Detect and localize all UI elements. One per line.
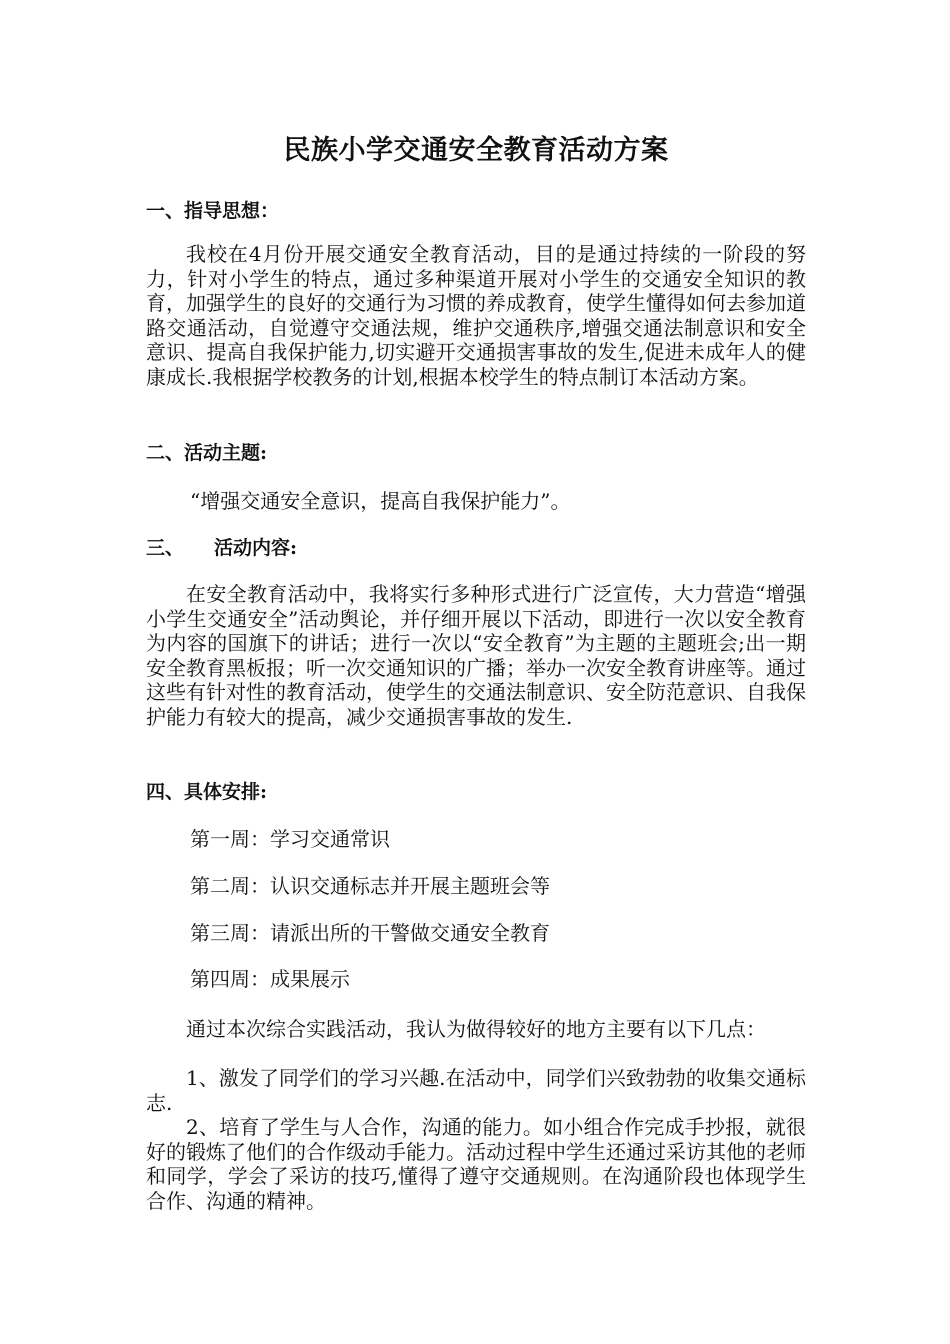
section-heading-schedule: 四、具体安排: <box>146 781 268 803</box>
schedule-week-2: 第二周：认识交通标志并开展主题班会等 <box>190 874 550 898</box>
section-heading-content <box>146 535 297 561</box>
section-heading-guiding-thought: 一、指导思想： <box>146 200 280 222</box>
summary-point-1: 1、激发了同学们的学习兴趣.在活动中，同学们兴致勃勃的收集交通标志. <box>146 1066 806 1115</box>
schedule-week-4: 第四周：成果展示 <box>190 967 350 991</box>
schedule-week-1: 第一周：学习交通常识 <box>190 827 390 851</box>
document-title: 民族小学交通安全教育活动方案 <box>283 135 669 166</box>
section-body-content: 在安全教育活动中，我将实行多种形式进行广泛宣传，大力营造“增强小学生交通安全”活动舆论，并仔细开展以下活动，即进行一次以安全教育为内容的国旗下的讲话；进行一次以“安全教育”为主题的主题班会;出一期安全教育黑板报；听一次交通知识的广播；举办一次安全教育讲座等。通过这些有针对性的教育活动，使学生的交通法制意识、安全防范意识、自我保护能力有较大的提高，减少交通损害事故的发生. <box>146 582 806 729</box>
section-heading-content-number: 三、 <box>146 537 185 559</box>
schedule-week-3: 第三周：请派出所的干警做交通安全教育 <box>190 921 550 945</box>
section-body-theme: “增强交通安全意识，提高自我保护能力”。 <box>190 489 571 513</box>
summary-intro: 通过本次综合实践活动，我认为做得较好的地方主要有以下几点： <box>186 1017 766 1041</box>
summary-point-2: 2、培育了学生与人合作，沟通的能力。如小组合作完成手抄报，就很好的锻炼了他们的合作级动手能力。活动过程中学生还通过采访其他的老师和同学，学会了采访的技巧,懂得了遵守交通规则。在沟通阶段也体现学生合作、沟通的精神。 <box>146 1115 806 1213</box>
section-body-guiding-thought: 我校在4月份开展交通安全教育活动，目的是通过持续的一阶段的努力，针对小学生的特点，通过多种渠道开展对小学生的交通安全知识的教育，加强学生的良好的交通行为习惯的养成教育，使学生懂得如何去参加道路交通活动，自觉遵守交通法规，维护交通秩序,增强交通法制意识和安全意识、提高自我保护能力,切实避开交通损害事故的发生,促进未成年人的健康成长.我根据学校教务的计划,根据本校学生的特点制订本活动方案。 <box>146 242 806 389</box>
section-heading-content-text: 活动内容: <box>214 537 298 559</box>
section-heading-theme: 二、活动主题: <box>146 442 268 464</box>
